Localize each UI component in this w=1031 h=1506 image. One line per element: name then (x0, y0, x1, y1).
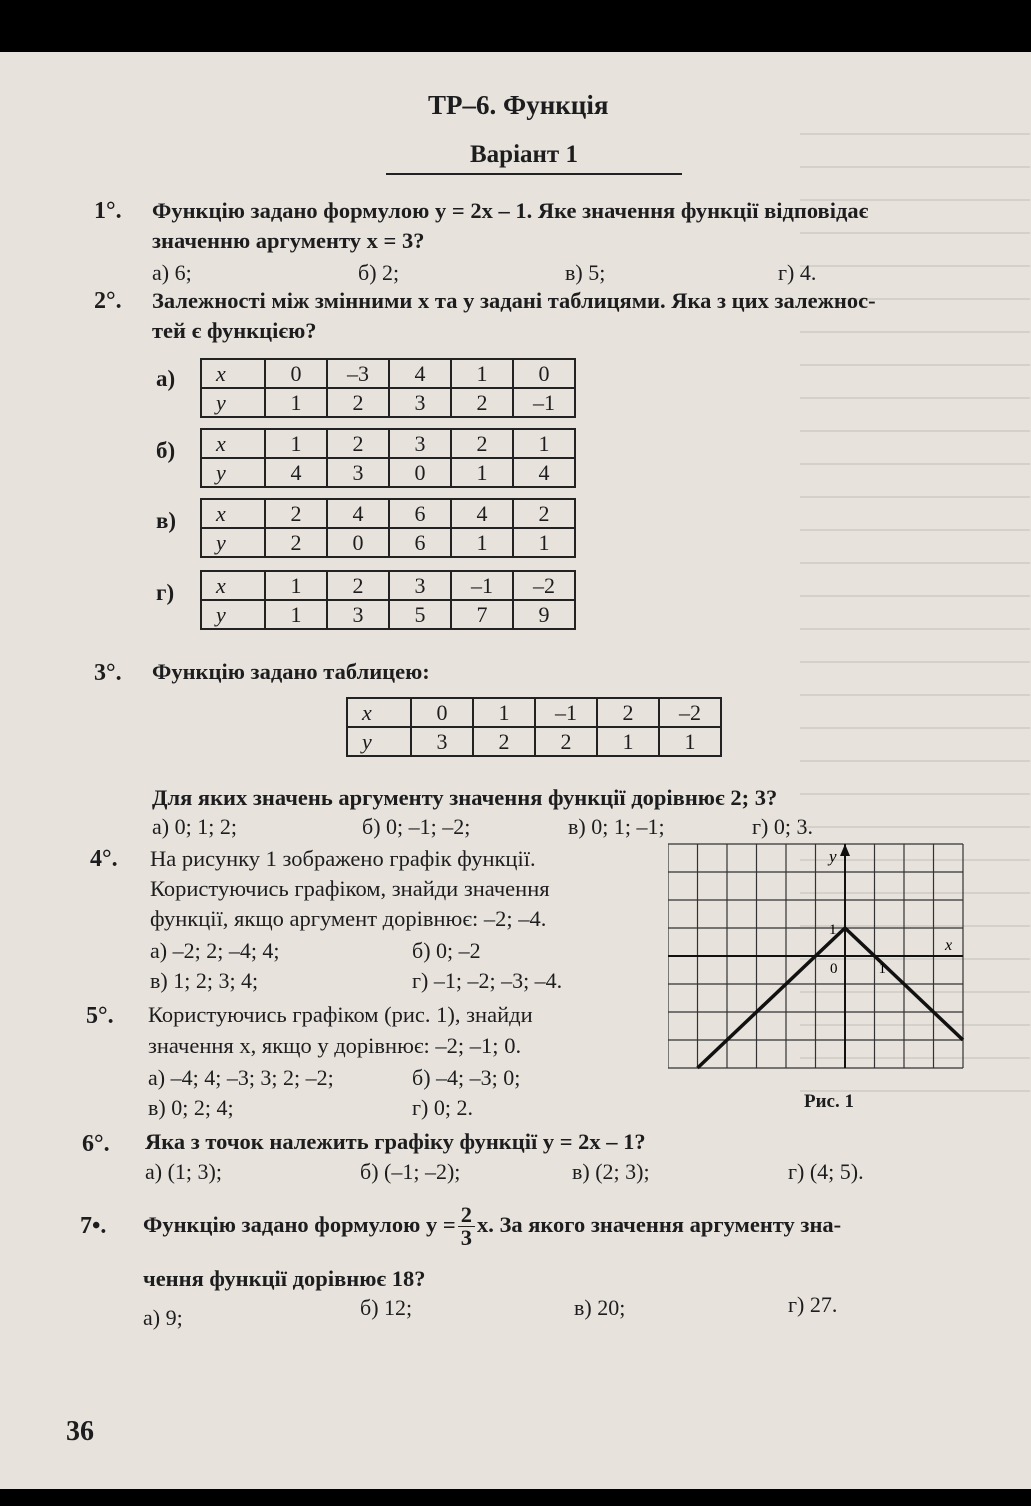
cell: –2 (513, 571, 575, 600)
q1-number: 1°. (94, 198, 122, 224)
y-header: y (201, 388, 265, 417)
cell: 0 (411, 698, 473, 727)
cell: 2 (451, 429, 513, 458)
q1-text-line2: значенню аргументу x = 3? (152, 228, 425, 253)
q3-option-v: в) 0; 1; –1; (568, 814, 665, 839)
q5-text-line1: Користуючись графіком (рис. 1), знайди (148, 1002, 533, 1027)
q5-option-g: г) 0; 2. (412, 1095, 473, 1120)
q7-text-line2: чення функції дорівнює 18? (143, 1266, 426, 1291)
page-title: ТР–6. Функція (428, 90, 609, 120)
q2-text-line2: тей є функцією? (152, 318, 317, 343)
cell: 0 (265, 359, 327, 388)
cell: 1 (473, 698, 535, 727)
cell: 3 (389, 429, 451, 458)
cell: 2 (451, 388, 513, 417)
page-number: 36 (66, 1416, 94, 1447)
cell: –3 (327, 359, 389, 388)
x-axis-label: x (945, 937, 953, 954)
q5-text-line2: значення x, якщо y дорівнює: –2; –1; 0. (148, 1033, 522, 1058)
cell: 1 (451, 359, 513, 388)
cell: 4 (389, 359, 451, 388)
q7-formula-y: y = (426, 1212, 456, 1237)
q4-text-line1: На рисунку 1 зображено графік функції. (150, 846, 536, 871)
cell: 2 (513, 499, 575, 528)
cell: 2 (327, 429, 389, 458)
cell: 2 (327, 388, 389, 417)
cell: 1 (451, 528, 513, 557)
variant-title: Варіант 1 (470, 141, 578, 168)
q2-table-v-label: в) (156, 508, 177, 533)
q6-option-b: б) (–1; –2); (360, 1159, 461, 1184)
cell: 9 (513, 600, 575, 629)
q1-option-g: г) 4. (778, 260, 817, 285)
cell: 1 (597, 727, 659, 756)
fraction (458, 1204, 475, 1249)
cell: 2 (597, 698, 659, 727)
q1-text-line1: Функцію задано формулою y = 2x – 1. Яке значення функції відповідає (152, 198, 869, 223)
cell: 1 (265, 388, 327, 417)
q1-option-b: б) 2; (358, 260, 400, 285)
cell: –1 (535, 698, 597, 727)
q6-number: 6°. (82, 1131, 110, 1157)
origin-label: 0 (830, 961, 838, 977)
cell: 1 (265, 429, 327, 458)
q3-text-line2: Для яких значень аргументу значення функції дорівнює 2; 3? (152, 785, 778, 810)
q5-number: 5°. (86, 1003, 114, 1029)
cell: 0 (389, 458, 451, 487)
cell: 4 (513, 458, 575, 487)
cell: 1 (265, 571, 327, 600)
cell: 3 (411, 727, 473, 756)
cell: 3 (327, 458, 389, 487)
x-header: x (347, 698, 411, 727)
cell: 7 (451, 600, 513, 629)
y-header: y (201, 600, 265, 629)
q7-option-a: а) 9; (143, 1305, 183, 1330)
cell: 2 (473, 727, 535, 756)
y-header: y (347, 727, 411, 756)
cell: –2 (659, 698, 721, 727)
q4-option-a: а) –2; 2; –4; 4; (150, 938, 280, 963)
cell: 1 (513, 528, 575, 557)
cell: 1 (659, 727, 721, 756)
cell: 0 (327, 528, 389, 557)
q1-option-v: в) 5; (565, 260, 606, 285)
q7-option-b: б) 12; (360, 1295, 413, 1320)
unit-x-label: 1 (878, 961, 886, 977)
x-header: x (201, 429, 265, 458)
cell: 1 (265, 600, 327, 629)
cell: 4 (327, 499, 389, 528)
q7-text-pre: Функцію задано формулою (143, 1212, 421, 1237)
cell: 3 (389, 388, 451, 417)
cell: 1 (513, 429, 575, 458)
q7-text-post: x. За якого значення аргументу зна- (476, 1212, 842, 1237)
unit-y-label: 1 (829, 922, 837, 938)
q3-option-b: б) 0; –1; –2; (362, 814, 471, 839)
cell: 1 (451, 458, 513, 487)
cell: –1 (451, 571, 513, 600)
cell: 2 (327, 571, 389, 600)
cell: –1 (513, 388, 575, 417)
cell: 6 (389, 528, 451, 557)
q2-table-b (200, 428, 576, 488)
q7-option-v: в) 20; (574, 1295, 626, 1320)
q3-table (346, 697, 722, 757)
cell: 2 (265, 528, 327, 557)
function-line (698, 928, 964, 1068)
fraction-numerator: 2 (458, 1204, 475, 1227)
textbook-page (0, 52, 1031, 1489)
q4-option-v: в) 1; 2; 3; 4; (150, 968, 259, 993)
q2-table-g-label: г) (156, 580, 175, 605)
y-axis-arrow (840, 844, 850, 856)
y-header: y (201, 528, 265, 557)
q6-option-g: г) (4; 5). (788, 1159, 864, 1184)
q3-text-line1: Функцію задано таблицею: (152, 659, 430, 684)
q4-option-g: г) –1; –2; –3; –4. (412, 968, 563, 993)
figure-caption: Рис. 1 (804, 1091, 854, 1112)
cell: 3 (389, 571, 451, 600)
q7-number: 7•. (80, 1213, 107, 1239)
cell: 4 (451, 499, 513, 528)
q3-option-a: а) 0; 1; 2; (152, 814, 237, 839)
cell: 0 (513, 359, 575, 388)
x-header: x (201, 571, 265, 600)
q4-number: 4°. (90, 846, 118, 872)
q3-option-g: г) 0; 3. (752, 814, 813, 839)
q2-text-line1: Залежності між змінними x та y задані таблицями. Яка з цих залежнос- (152, 288, 876, 313)
q2-table-v (200, 498, 576, 558)
q1-option-a: а) 6; (152, 260, 192, 285)
cell: 2 (265, 499, 327, 528)
x-header: x (201, 359, 265, 388)
y-header: y (201, 458, 265, 487)
cell: 4 (265, 458, 327, 487)
q5-option-v: в) 0; 2; 4; (148, 1095, 234, 1120)
q7-text-line1 (143, 1198, 841, 1252)
q2-table-a (200, 358, 576, 418)
cell: 2 (535, 727, 597, 756)
title-underline (386, 173, 682, 175)
q6-option-a: а) (1; 3); (145, 1159, 222, 1184)
y-axis-label: y (829, 847, 837, 866)
cell: 5 (389, 600, 451, 629)
q4-text-line2: Користуючись графіком, знайди значення (150, 876, 550, 901)
x-header: x (201, 499, 265, 528)
function-graph-figure (668, 842, 968, 1082)
q2-table-g (200, 570, 576, 630)
q6-option-v: в) (2; 3); (572, 1159, 650, 1184)
q2-number: 2°. (94, 288, 122, 314)
q6-text-line1: Яка з точок належить графіку функції y = 2x – 1? (145, 1129, 646, 1154)
q5-option-b: б) –4; –3; 0; (412, 1065, 521, 1090)
q2-table-a-label: а) (156, 366, 176, 391)
q3-number: 3°. (94, 660, 122, 686)
q5-option-a: а) –4; 4; –3; 3; 2; –2; (148, 1065, 334, 1090)
q2-table-b-label: б) (156, 438, 176, 463)
q4-option-b: б) 0; –2 (412, 938, 481, 963)
q4-text-line3: функції, якщо аргумент дорівнює: –2; –4. (150, 906, 547, 931)
fraction-denominator: 3 (460, 1225, 472, 1251)
cell: 6 (389, 499, 451, 528)
cell: 3 (327, 600, 389, 629)
q7-option-g: г) 27. (788, 1292, 838, 1317)
